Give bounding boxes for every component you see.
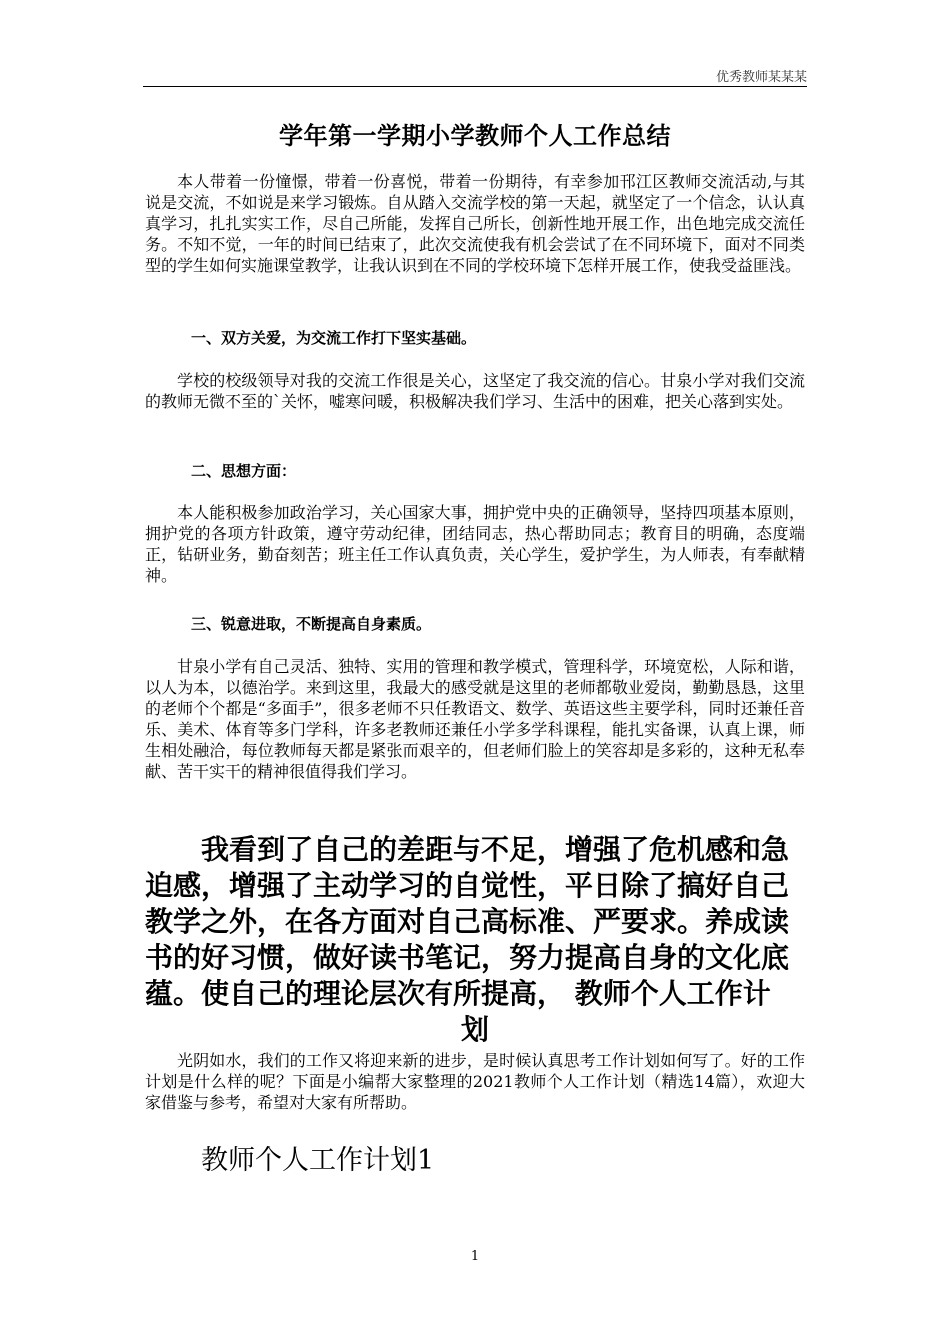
plan-intro-paragraph: 光阴如水，我们的工作又将迎来新的进步，是时候认真思考工作计划如何写了。好的工作计划是什么样的呢？下面是小编帮大家整理的2021教师个人工作计划（精选14篇），欢迎大家借鉴与参考，希望对大家有所帮助。 (145, 1051, 805, 1112)
section-heading-3: 三、锐意进取，不断提高自身素质。 (191, 615, 432, 633)
highlighted-text-main: 我看到了自己的差距与不足，增强了危机感和急迫感，增强了主动学习的自觉性，平日除了搞好自己教学之外，在各方面对自己高标准、严要求。养成读书的好习惯，做好读书笔记，努力提高自身的文化底蕴。使自己的理论层次有所提高， 教师个人工作计 (145, 833, 790, 1010)
section-heading-2: 二、思想方面： (191, 462, 297, 480)
page-header-text: 优秀教师某某某 (715, 70, 807, 85)
header-divider (143, 86, 807, 87)
section-3-paragraph: 甘泉小学有自己灵活、独特、实用的管理和教学模式，管理科学，环境宽松，人际和谐，以人为本，以德治学。来到这里，我最大的感受就是这里的老师都敬业爱岗，勤勤恳恳，这里的老师个个都是“多面手”，很多老师不只任教语文、数学、英语这些主要学科，同时还兼任音乐、美术、体育等多门学科，许多老教师还兼任小学多学科课程，能扎实备课，认真上课，师生相处融洽，每位教师每天都是紧张而艰辛的，但老师们脸上的笑容却是多彩的，这种无私奉献、苦干实干的精神很值得我们学习。 (145, 657, 805, 781)
section-heading-1: 一、双方关爱，为交流工作打下坚实基础。 (191, 329, 477, 347)
section-1-paragraph: 学校的校级领导对我的交流工作很是关心，这坚定了我交流的信心。甘泉小学对我们交流的教师无微不至的`关怀，嘘寒问暖，积极解决我们学习、生活中的困难，把关心落到实处。 (145, 371, 805, 411)
intro-paragraph: 本人带着一份憧憬，带着一份喜悦，带着一份期待，有幸参加邗江区教师交流活动,与其说是交流，不如说是来学习锻炼。自从踏入交流学校的第一天起，就坚定了一个信念，认认真真学习，扎扎实实工作，尽自己所能，发挥自己所长，创新性地开展工作，出色地完成交流任务。不知不觉，一年的时间已结束了，此次交流使我有机会尝试了在不同环境下，面对不同类型的学生如何实施课堂教学，让我认识到在不同的学校环境下怎样开展工作，使我受益匪浅。 (145, 172, 805, 275)
highlighted-text-block (145, 832, 805, 1048)
highlighted-text-tail: 划 (460, 1013, 489, 1046)
page-number: 1 (470, 1249, 480, 1264)
document-title: 学年第一学期小学教师个人工作总结 (279, 121, 671, 150)
section-2-paragraph: 本人能积极参加政治学习，关心国家大事，拥护党中央的正确领导，坚持四项基本原则，拥护党的各项方针政策，遵守劳动纪律，团结同志，热心帮助同志；教育目的明确，态度端正，钻研业务，勤奋刻苦；班主任工作认真负责，关心学生，爱护学生，为人师表，有奉献精神。 (145, 503, 805, 585)
plan-heading: 教师个人工作计划1 (201, 1145, 435, 1176)
